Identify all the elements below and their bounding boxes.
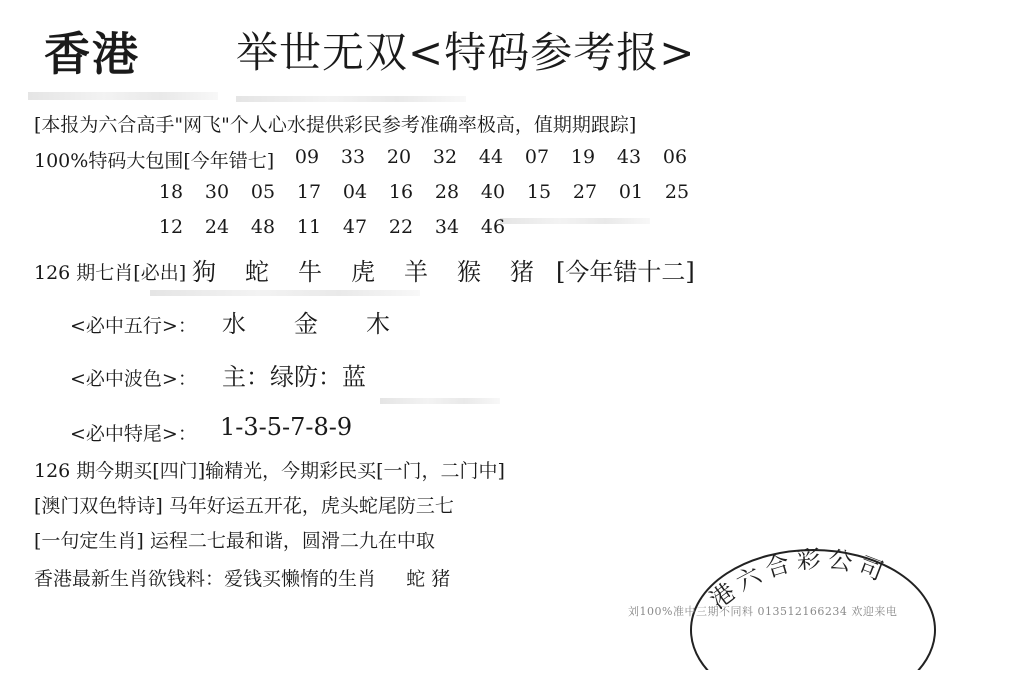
paragraph: [澳门双色特诗] 马年好运五开花，虎头蛇尾防三七 [34, 495, 454, 517]
number-cell: 17 [296, 181, 322, 203]
brand-title: 香港 [44, 27, 140, 81]
scan-artifact [500, 218, 650, 224]
scan-artifact [150, 290, 420, 296]
paragraph: 126 期今期买[四门]输精光，今期彩民买[一门，二门中] [34, 460, 505, 482]
number-row-2 [148, 181, 700, 203]
number-cell: 11 [296, 216, 322, 238]
scan-artifact [380, 398, 500, 404]
zodiac-item: 羊 [404, 258, 428, 286]
number-cell: 07 [524, 146, 550, 168]
number-cell: 12 [158, 216, 184, 238]
number-cell: 32 [432, 146, 458, 168]
element-item: 水 [222, 310, 246, 338]
number-cell: 25 [664, 181, 690, 203]
intro-text: [本报为六合高手"网飞"个人心水提供彩民参考准确率极高，值期期跟踪] [34, 114, 637, 136]
number-cell: 34 [434, 216, 460, 238]
paragraph: [一句定生肖] 运程二七最和谐，圆滑二九在中取 [34, 530, 435, 552]
number-cell: 01 [618, 181, 644, 203]
footer-note: 刘100%准中三期不同料 013512166234 欢迎来电 [628, 605, 898, 618]
number-cell: 05 [250, 181, 276, 203]
number-cell: 48 [250, 216, 276, 238]
zodiac-item: 牛 [298, 258, 322, 286]
scan-artifact [236, 96, 466, 102]
number-cell: 46 [480, 216, 506, 238]
number-cell: 40 [480, 181, 506, 203]
five-elements-label: <必中五行>： [70, 315, 197, 337]
number-cell: 18 [158, 181, 184, 203]
zodiac-item: 虎 [351, 258, 375, 286]
zodiac-item: 猪 [510, 258, 534, 286]
five-elements-list [222, 304, 438, 339]
number-cell: 04 [342, 181, 368, 203]
wave-color-value: 主：绿防：蓝 [222, 363, 366, 391]
number-cell: 22 [388, 216, 414, 238]
number-row-1 [284, 146, 698, 168]
number-cell: 19 [570, 146, 596, 168]
number-cell: 15 [526, 181, 552, 203]
wave-color-label: <必中波色>： [70, 368, 197, 390]
number-cell: 28 [434, 181, 460, 203]
number-cell: 44 [478, 146, 504, 168]
number-cell: 24 [204, 216, 230, 238]
seal-text: 港六合彩公司 [704, 544, 893, 615]
number-cell: 09 [294, 146, 320, 168]
special-numbers-label: 100%特码大包围[今年错七] [34, 150, 275, 172]
zodiac-item: 狗 [192, 258, 216, 286]
number-cell: 43 [616, 146, 642, 168]
number-cell: 47 [342, 216, 368, 238]
number-row-3 [148, 216, 516, 238]
number-cell: 30 [204, 181, 230, 203]
zodiac-note: [今年错十二] [556, 258, 695, 286]
number-cell: 27 [572, 181, 598, 203]
scan-artifact [28, 92, 218, 100]
tail-numbers-label: <必中特尾>： [70, 423, 197, 445]
element-item: 金 [294, 310, 318, 338]
element-item: 木 [366, 310, 390, 338]
headline: 举世无双<特码参考报> [236, 28, 696, 77]
number-cell: 33 [340, 146, 366, 168]
number-cell: 16 [388, 181, 414, 203]
zodiac-label: 126 期七肖[必出] [34, 262, 187, 284]
number-cell: 20 [386, 146, 412, 168]
company-seal [688, 520, 938, 670]
zodiac-item: 蛇 [245, 258, 269, 286]
tail-numbers-value: 1-3-5-7-8-9 [220, 413, 353, 441]
number-cell: 06 [662, 146, 688, 168]
zodiac-list [192, 252, 563, 287]
zodiac-item: 猴 [457, 258, 481, 286]
paragraph: 香港最新生肖欲钱料：爱钱买懒惰的生肖 蛇 猪 [34, 568, 451, 590]
